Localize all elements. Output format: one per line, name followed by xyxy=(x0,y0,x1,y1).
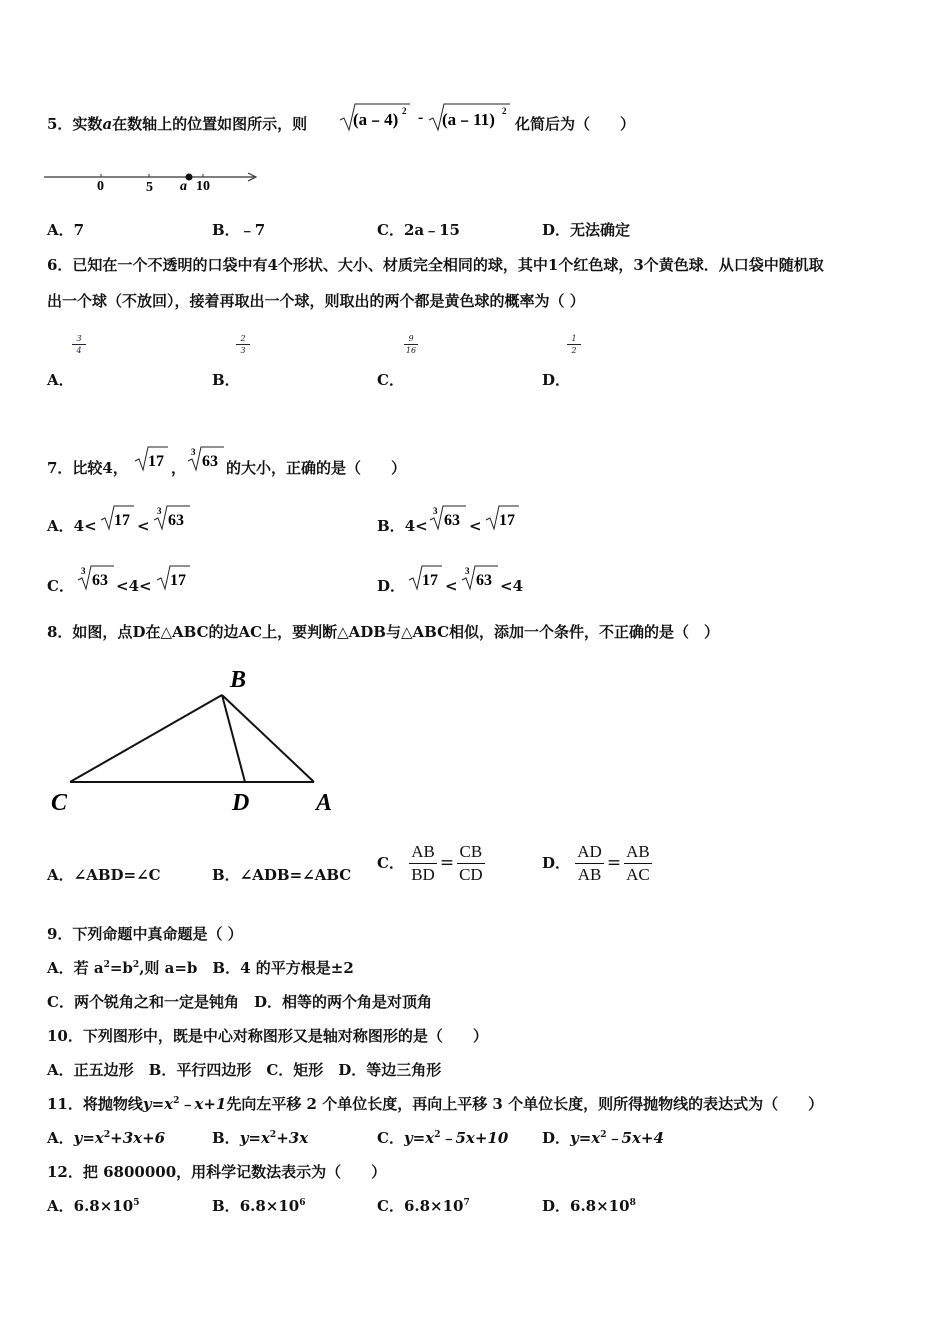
q5-option-b[interactable]: B．﹣7 xyxy=(212,221,266,239)
q6-frac-d: 1 2 xyxy=(567,334,581,355)
q5-expr1: (a﹣4) xyxy=(353,110,399,129)
q12-option-a[interactable]: A．$6.8\times 10^5$ xyxy=(47,1197,140,1215)
segment-CB xyxy=(70,695,222,782)
svg-text:63: 63 xyxy=(476,572,492,589)
label-C: C xyxy=(51,790,68,816)
q6-line2: 出一个球（不放回），接着再取出一个球，则取出的两个都是黄色球的概率为（ ） xyxy=(47,292,585,310)
q7-cbrt63 xyxy=(186,444,226,474)
svg-text:63: 63 xyxy=(168,512,184,529)
svg-text:17: 17 xyxy=(148,453,164,470)
q7-a-sqrt17 xyxy=(100,503,136,533)
q7-c-cbrt63 xyxy=(76,563,116,593)
svg-text:3: 3 xyxy=(465,566,470,576)
svg-text:3: 3 xyxy=(433,506,438,516)
svg-text:17: 17 xyxy=(499,512,515,529)
q7-a-cbrt63 xyxy=(152,503,192,533)
q5-number-line xyxy=(44,168,264,198)
q7-b-cbrt63 xyxy=(428,503,468,533)
axis-label-0: 0 xyxy=(97,179,104,194)
q5-suffix: 化简后为（ ） xyxy=(515,115,636,133)
q10-options[interactable]: A．正五边形 B．平行四边形 C．矩形 D．等边三角形 xyxy=(47,1061,442,1079)
q8-d-frac2: $\frac{AB}{AC}$ xyxy=(626,841,650,884)
svg-text:63: 63 xyxy=(92,572,108,589)
q8-option-c[interactable]: C． $\frac{AB}{BD}$ = $\frac{CB}{CD}$ xyxy=(377,841,483,884)
q9-options-line1[interactable]: A．若 $a^2=b^2$,则 a=b B．4 的平方根是±2 xyxy=(47,959,354,977)
q10-stem: 10．下列图形中，既是中心对称图形又是轴对称图形的是（ ） xyxy=(47,1027,488,1045)
svg-text:63: 63 xyxy=(202,453,218,470)
q5-option-a[interactable]: A．7 xyxy=(47,221,85,239)
q7-d-sqrt17 xyxy=(408,563,444,593)
svg-text:63: 63 xyxy=(444,512,460,529)
q5-power1: 2 xyxy=(402,106,407,116)
q6-frac-a: 3 4 xyxy=(72,334,86,355)
q8-d-frac1: $\frac{AD}{AB}$ xyxy=(577,841,602,884)
q6-option-d[interactable]: D． xyxy=(542,371,571,389)
q11-option-b[interactable]: B．$y=x^2+3x$ xyxy=(212,1129,309,1147)
axis-label-a: a xyxy=(180,179,187,194)
q5-stem: 5．实数a在数轴上的位置如图所示，则 xyxy=(47,115,308,133)
q6-option-a[interactable]: A． xyxy=(47,371,74,389)
svg-text:3: 3 xyxy=(157,506,162,516)
q5-option-d[interactable]: D．无法确定 xyxy=(542,221,631,239)
q7-comma: ， xyxy=(171,459,187,477)
q5-radical-expression xyxy=(338,100,514,134)
q5-option-c[interactable]: C．2a﹣15 xyxy=(377,221,460,239)
q6-line1: 6．已知在一个不透明的口袋中有4个形状、大小、材质完全相同的球，其中1个红色球，3个黄色球．从口袋中随机取 xyxy=(47,256,824,274)
q12-stem: 12．把 6800000，用科学记数法表示为（ ） xyxy=(47,1163,387,1181)
q7-c-mid: <4< xyxy=(116,577,152,595)
q9-stem: 9．下列命题中真命题是（ ） xyxy=(47,925,243,943)
q5-power2: 2 xyxy=(502,106,507,116)
svg-text:17: 17 xyxy=(422,572,438,589)
q12-option-d[interactable]: D．$6.8\times 10^8$ xyxy=(542,1197,636,1215)
q11-option-a[interactable]: A．$y=x^2+3x+6$ xyxy=(47,1129,166,1147)
q7-d-lt: < xyxy=(445,577,458,595)
q6-option-b[interactable]: B． xyxy=(212,371,240,389)
q8-c-frac2: $\frac{CB}{CD}$ xyxy=(459,841,483,884)
svg-text:17: 17 xyxy=(170,572,186,589)
q11-option-c[interactable]: C．$y=x^2﹣5x+10$ xyxy=(377,1129,509,1147)
q7-sqrt17 xyxy=(134,444,170,474)
q7-d-cbrt63 xyxy=(460,563,500,593)
q6-frac-c: 9 16 xyxy=(405,334,417,355)
svg-text:3: 3 xyxy=(81,566,86,576)
q8-triangle-figure xyxy=(44,660,354,820)
q7-b-sqrt17 xyxy=(485,503,521,533)
q12-option-b[interactable]: B．$6.8\times 10^6$ xyxy=(212,1197,306,1215)
q8-option-d[interactable]: D． $\frac{AD}{AB}$ = $\frac{AB}{AC}$ xyxy=(542,841,650,884)
q5-expr2: (a﹣11) xyxy=(442,110,495,129)
segment-BA xyxy=(222,695,314,782)
q6-frac-b: 2 3 xyxy=(236,334,250,355)
svg-text:17: 17 xyxy=(114,512,130,529)
q7-option-c[interactable]: C． xyxy=(47,577,74,595)
axis-label-10: 10 xyxy=(196,179,210,194)
axis-label-5: 5 xyxy=(146,180,153,195)
q7-b-lt: < xyxy=(469,517,482,535)
label-A: A xyxy=(316,790,333,816)
q7-suffix: 的大小，正确的是（ ） xyxy=(226,459,407,477)
q8-option-b[interactable]: B．∠ADB=∠ABC xyxy=(212,866,352,884)
q8-c-frac1: $\frac{AB}{BD}$ xyxy=(411,841,435,884)
q9-options-line2[interactable]: C．两个锐角之和一定是钝角 D．相等的两个角是对顶角 xyxy=(47,993,432,1011)
q7-d-post: <4 xyxy=(500,577,524,595)
label-B: B xyxy=(230,667,247,693)
q7-option-b[interactable]: B．4< xyxy=(377,517,428,535)
q12-option-c[interactable]: C．$6.8\times 10^7$ xyxy=(377,1197,470,1215)
q7-a-lt: < xyxy=(137,517,150,535)
q7-c-sqrt17 xyxy=(156,563,192,593)
q5-minus: - xyxy=(418,109,424,126)
svg-text:3: 3 xyxy=(191,447,196,457)
q8-option-a[interactable]: A．∠ABD=∠C xyxy=(47,866,161,884)
q7-option-a[interactable]: A．4< xyxy=(47,517,97,535)
q8-stem: 8．如图，点D在△ABC的边AC上，要判断△ADB与△ABC相似，添加一个条件，不正确的是（ ） xyxy=(47,623,720,641)
q11-option-d[interactable]: D．$y=x^2﹣5x+4$ xyxy=(542,1129,664,1147)
q6-option-c[interactable]: C． xyxy=(377,371,404,389)
label-D: D xyxy=(232,790,250,816)
q7-prefix: 7．比较4， xyxy=(47,459,128,477)
q7-option-d[interactable]: D． xyxy=(377,577,406,595)
q11-stem: 11．将抛物线$y=x^2﹣x+1$先向左平移 2 个单位长度，再向上平移 3 个单位长度，则所得抛物线的表达式为（ ） xyxy=(47,1095,824,1113)
segment-BD xyxy=(222,695,245,782)
